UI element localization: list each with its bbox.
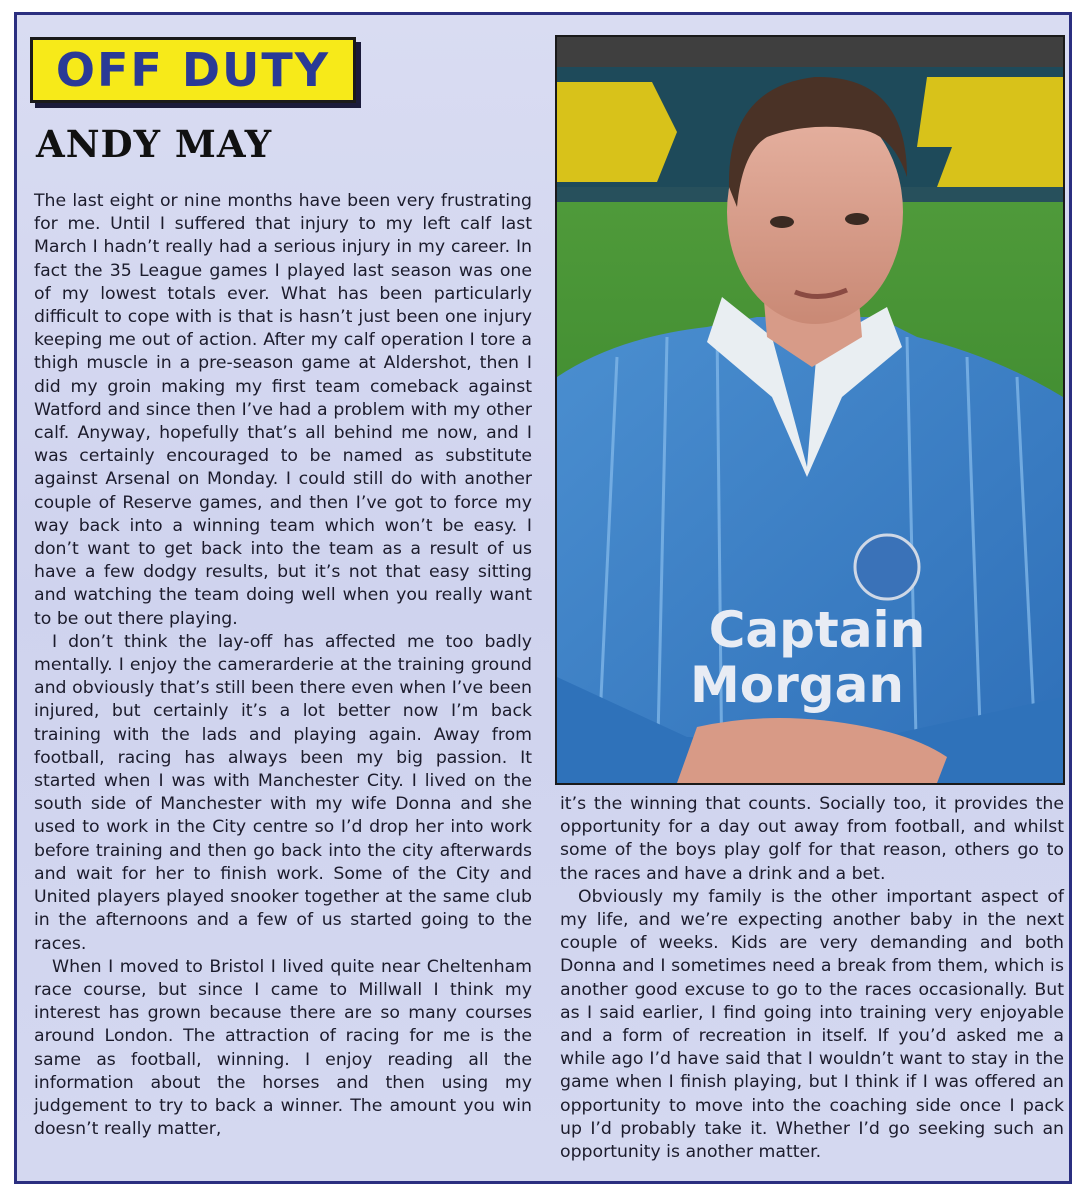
paragraph: Obviously my family is the other important aspect of my life, and we’re expecting another baby in the next couple of weeks. Kids are very demanding and both Donna and I sometimes need a break from them, which is another good excuse to go to the races occasionally. But as I said earlier, I find going into training very enjoyable and a form of recreation in itself. If you’d asked me a while ago I’d have said that I wouldn’t want to stay in the game when I finish playing, but I think if I was offered an opportunity to move into the coaching side once I pack up I’d probably take it. Whether I’d go seeking such an opportunity is another matter. [560, 886, 1064, 1163]
paragraph: When I moved to Bristol I lived quite near Cheltenham race course, but since I came to Millwall I think my interest has grown because there are so many courses around London. The attraction of racing for me is the same as football, winning. I enjoy reading all the information about the horses and then using my judgement to try to back a winner. The amount you win doesn’t really matter, [34, 956, 532, 1140]
player-name: ANDY MAY [36, 122, 273, 166]
player-photo [555, 35, 1065, 785]
sponsor-text-line1: Captain [708, 601, 926, 659]
article-column-right [560, 793, 1064, 1164]
paragraph: I don’t think the lay-off has affected me too badly mentally. I enjoy the camerarderie at the training ground and obviously that’s still been there even when I’ve been injured, but certainly it’s a lot better now I’m back training with the lads and playing again. Away from football, racing has always been my big passion. It started when I was with Manchester City. I lived on the south side of Manchester with my wife Donna and she used to work in the City centre so I’d drop her into work before training and then go back into the city afterwards and wait for her to finish work. Some of the City and United players played snooker together at the same club in the afternoons and a few of us started going to the races. [34, 631, 532, 954]
off-duty-label [30, 37, 356, 103]
sponsor-text-line2: Morgan [690, 656, 904, 714]
paragraph: The last eight or nine months have been very frustrating for me. Until I suffered that injury to my left calf last March I hadn’t really had a serious injury in my career. In fact the 35 League games I played last season was one of my lowest totals ever. What has been particularly difficult to cope with is that is hasn’t just been one injury keeping me out of action. After my calf operation I tore a thigh muscle in a pre-season game at Aldershot, then I did my groin making my first team comeback against Watford and since then I’ve had a problem with my other calf. Anyway, hopefully that’s all behind me now, and I was certainly encouraged to be named as substitute against Arsenal on Monday. I could still do with another couple of Reserve games, and then I’ve got to force my way back into a winning team which won’t be easy. I don’t want to get back into the team as a result of us have a few dodgy results, but it’s not that easy sitting and watching the team doing well when you really want to be out there playing. [34, 191, 532, 629]
paragraph: it’s the winning that counts. Socially too, it provides the opportunity for a day out away from football, and whilst some of the boys play golf for that reason, others go to the races and have a drink and a bet. [560, 794, 1064, 884]
section-label: OFF DUTY [55, 43, 331, 97]
article-column-left [34, 190, 532, 1141]
